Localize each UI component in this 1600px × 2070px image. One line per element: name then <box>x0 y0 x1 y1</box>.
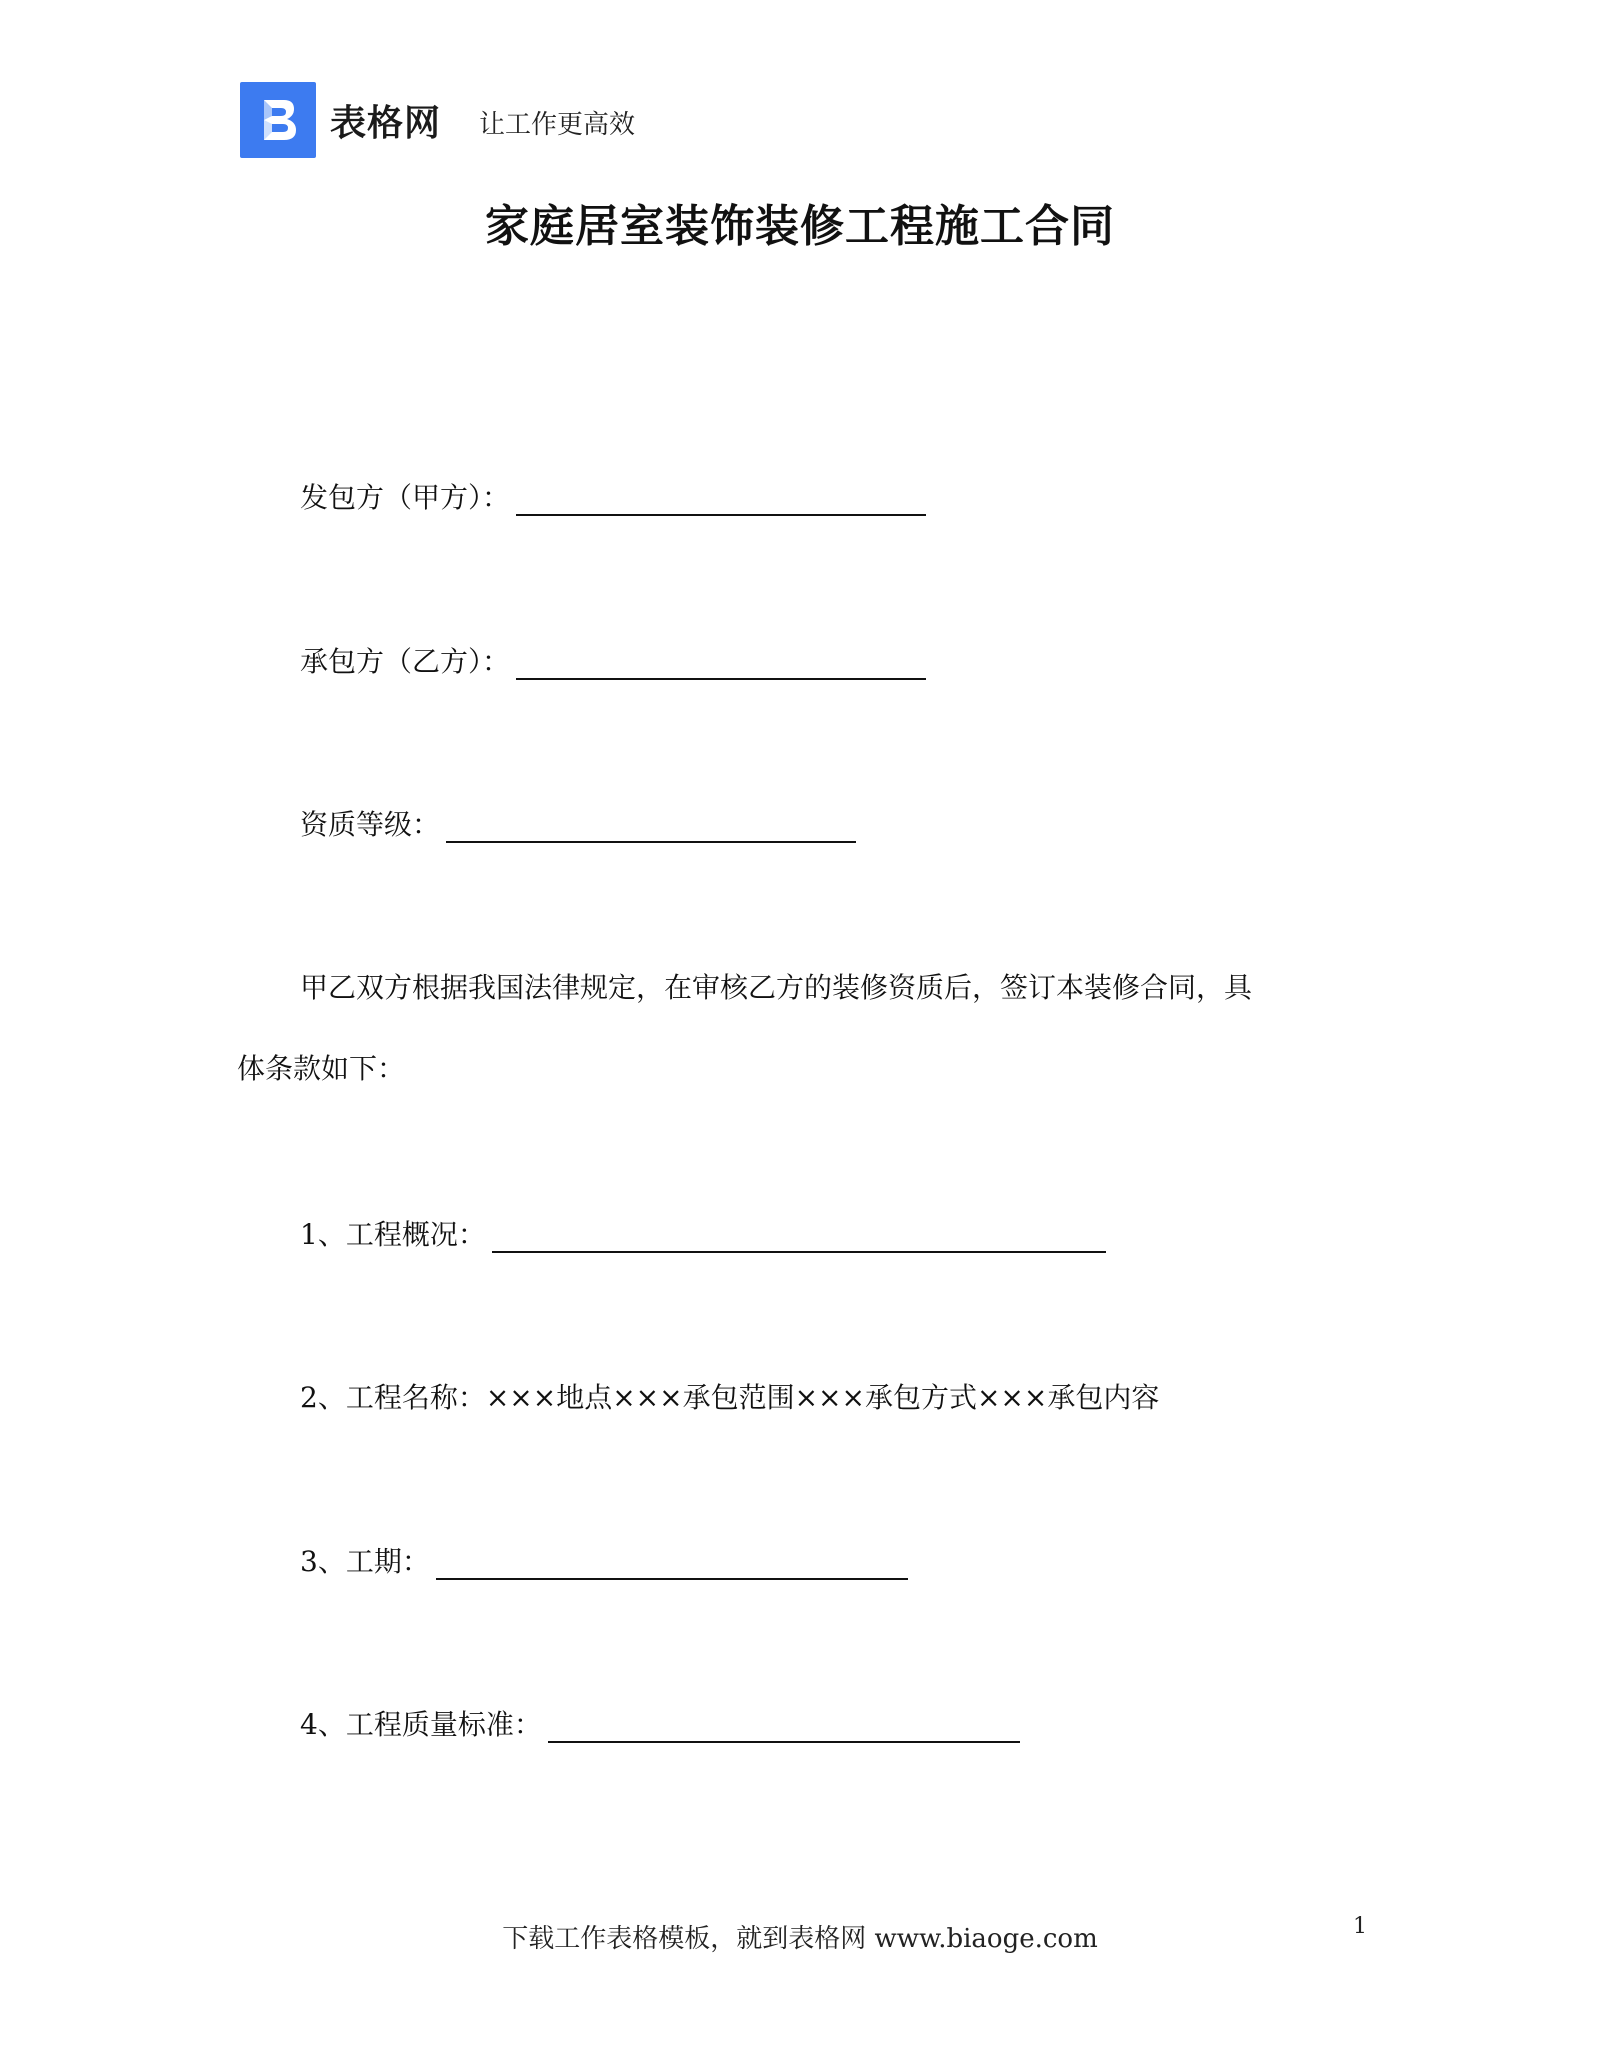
item-3-label: 3、工期： <box>300 1545 430 1578</box>
item-4-label: 4、工程质量标准： <box>300 1708 542 1741</box>
qualification-label: 资质等级： <box>300 808 441 841</box>
brand-slogan: 让工作更高效 <box>479 109 636 140</box>
item-1-label: 1、工程概况： <box>300 1218 486 1251</box>
party-a-blank[interactable] <box>516 484 926 516</box>
item-4-field <box>300 1703 1020 1743</box>
party-a-label: 发包方（甲方）： <box>300 481 511 514</box>
footer-text: 下载工作表格模板，就到表格网 www.biaoge.com <box>502 1924 1098 1954</box>
item-4-blank[interactable] <box>548 1711 1020 1743</box>
qualification-blank[interactable] <box>446 811 856 843</box>
brand-name: 表格网 <box>330 102 442 144</box>
item-1-field <box>300 1213 1106 1253</box>
document-title: 家庭居室装饰装修工程施工合同 <box>485 201 1115 252</box>
item-2-text: 2、工程名称：×××地点×××承包范围×××承包方式×××承包内容 <box>300 1381 1160 1414</box>
item-3-blank[interactable] <box>436 1548 908 1580</box>
page-number: 1 <box>1353 1914 1367 1939</box>
party-a-field <box>300 476 926 516</box>
brand-header <box>240 80 635 160</box>
party-b-blank[interactable] <box>516 648 926 680</box>
party-b-label: 承包方（乙方）： <box>300 645 511 678</box>
qualification-field <box>300 803 856 843</box>
item-1-blank[interactable] <box>492 1221 1106 1253</box>
biaoge-logo-icon <box>240 82 316 158</box>
item-3-field <box>300 1540 908 1580</box>
intro-line-1: 甲乙双方根据我国法律规定，在审核乙方的装修资质后，签订本装修合同，具 <box>300 971 1253 1004</box>
intro-line-2: 体条款如下： <box>237 1052 406 1085</box>
party-b-field <box>300 640 926 680</box>
